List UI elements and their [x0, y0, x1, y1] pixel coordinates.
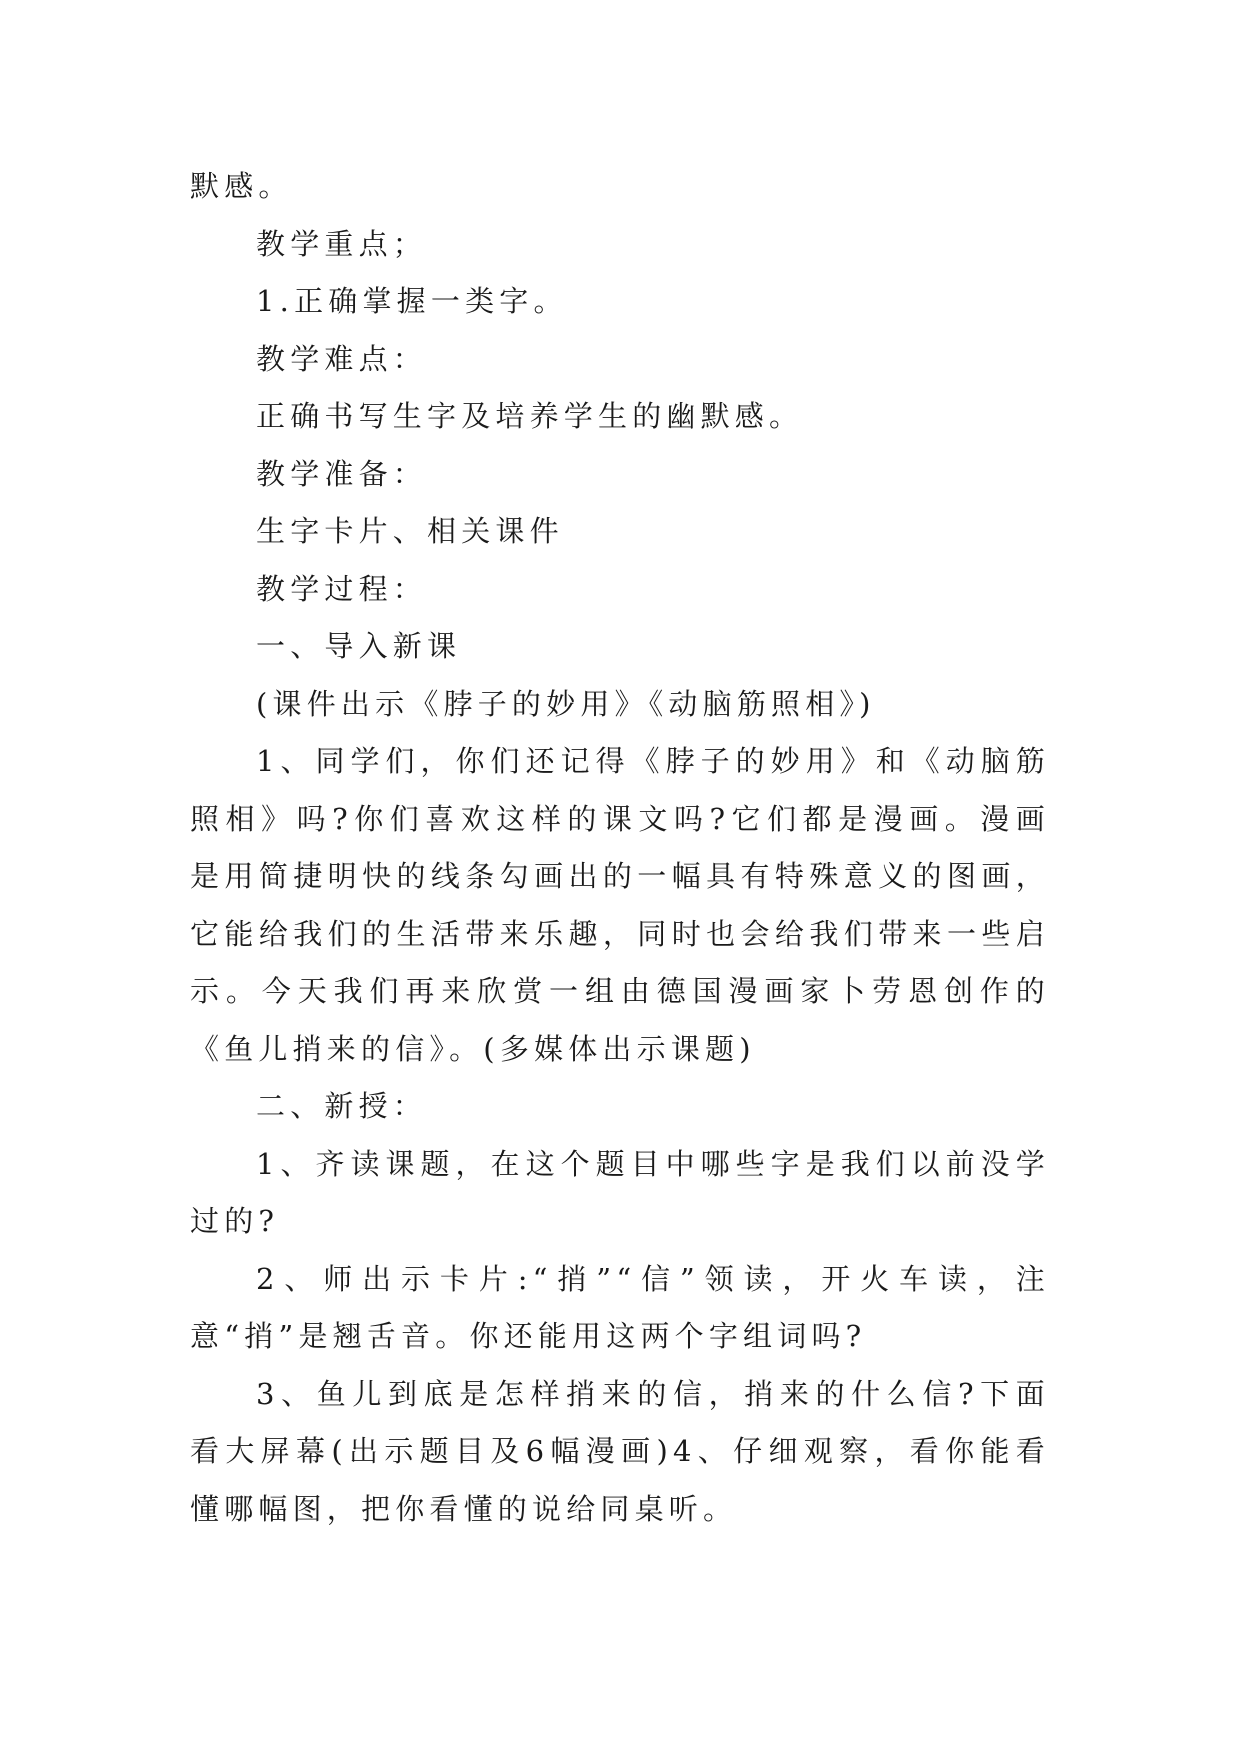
paragraph-14: 2、师出示卡片:“捎”“信”领读，开火车读，注意“捎”是翘舌音。你还能用这两个字组词吗?	[190, 1261, 1050, 1353]
paragraph-8: 教学过程：	[256, 571, 428, 606]
paragraph-10: (课件出示《脖子的妙用》《动脑筋照相》)	[256, 686, 876, 721]
paragraph-4: 教学难点：	[256, 341, 428, 376]
paragraph-2: 教学重点；	[256, 226, 428, 261]
paragraph-3: 1.正确掌握一类字。	[256, 284, 568, 318]
document-body	[190, 158, 1050, 1538]
paragraph-9: 一、导入新课	[256, 629, 462, 663]
paragraph-12: 二、新授：	[256, 1089, 428, 1123]
paragraph-11: 1、同学们，你们还记得《脖子的妙用》和《动脑筋照相》吗?你们喜欢这样的课文吗?它们都是漫画。漫画是用简捷明快的线条勾画出的一幅具有特殊意义的图画，它能给我们的生活带来乐趣，同时也会给我们带来一些启示。今天我们再来欣赏一组由德国漫画家卜劳恩创作的《鱼儿捎来的信》。(多媒体出示课题)	[190, 744, 1050, 1066]
paragraph-7: 生字卡片、相关课件	[256, 514, 564, 548]
paragraph-5: 正确书写生字及培养学生的幽默感。	[256, 399, 804, 433]
paragraph-1: 默感。	[190, 169, 293, 203]
paragraph-15: 3、鱼儿到底是怎样捎来的信，捎来的什么信?下面看大屏幕(出示题目及6幅漫画)4、仔细观察，看你能看懂哪幅图，把你看懂的说给同桌听。	[190, 1376, 1050, 1526]
paragraph-6: 教学准备：	[256, 456, 428, 491]
paragraph-13: 1、齐读课题，在这个题目中哪些字是我们以前没学过的?	[190, 1146, 1050, 1238]
